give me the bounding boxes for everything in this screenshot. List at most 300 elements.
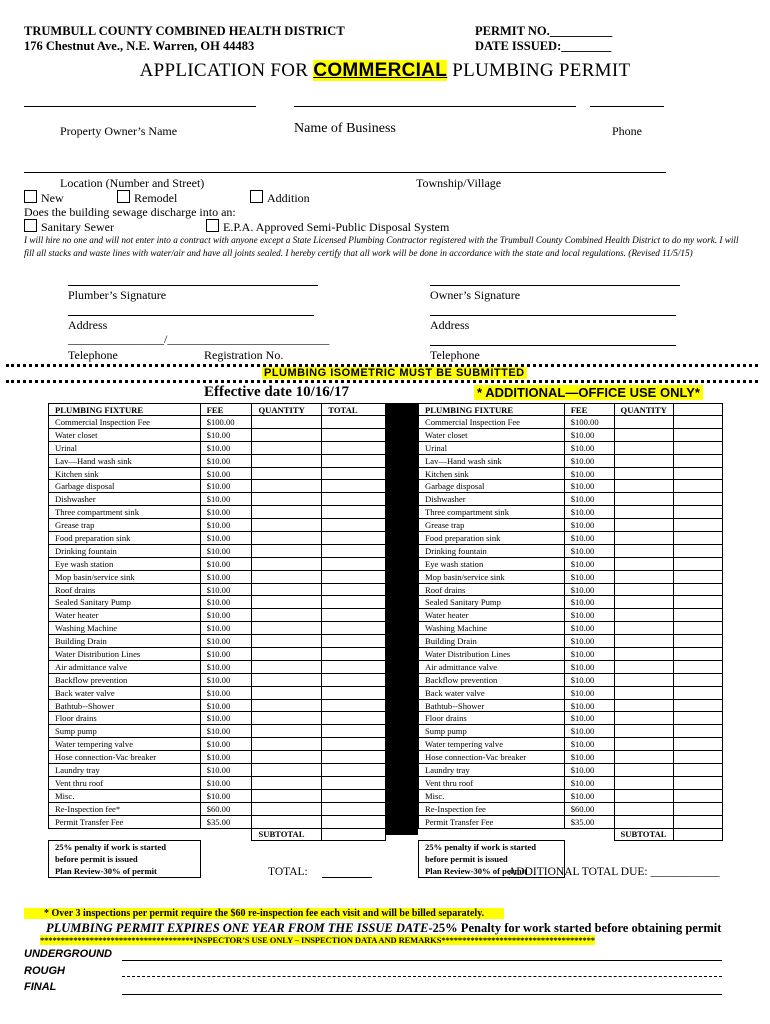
total-cell[interactable]: [322, 738, 386, 751]
owner-telephone-label: Telephone: [430, 348, 480, 362]
fixture-name: Drinking fountain: [49, 544, 201, 557]
total-cell[interactable]: [322, 416, 386, 429]
table-row: [419, 480, 723, 493]
quantity-cell[interactable]: [252, 712, 322, 725]
quantity-cell[interactable]: [252, 441, 322, 454]
fixture-name: Food preparation sink: [419, 532, 565, 545]
quantity-cell[interactable]: [614, 609, 674, 622]
extra-cell: [674, 454, 723, 467]
empty-cell: [200, 841, 252, 853]
addition-option[interactable]: [250, 190, 310, 206]
total-cell[interactable]: [322, 570, 386, 583]
quantity-cell[interactable]: [252, 622, 322, 635]
total-cell[interactable]: [322, 557, 386, 570]
quantity-cell[interactable]: [252, 454, 322, 467]
fixture-fee: $10.00: [200, 596, 252, 609]
fixture-name: Commercial Inspection Fee: [49, 416, 201, 429]
fixture-name: Washing Machine: [49, 622, 201, 635]
empty-cell: [200, 853, 252, 865]
quantity-cell[interactable]: [252, 751, 322, 764]
fixture-fee: $10.00: [564, 596, 614, 609]
owner-signature-label: Owner’s Signature: [430, 288, 521, 302]
fixture-fee: $10.00: [564, 660, 614, 673]
table-row: [419, 570, 723, 583]
fixture-name: Dishwasher: [49, 493, 201, 506]
penalty-text: Plan Review-30% of permit: [419, 865, 565, 877]
fixture-fee: $10.00: [564, 454, 614, 467]
fixture-name: Roof drains: [49, 583, 201, 596]
quantity-cell[interactable]: [252, 416, 322, 429]
quantity-cell[interactable]: [614, 519, 674, 532]
fixture-fee: $10.00: [200, 609, 252, 622]
fixture-name: Misc.: [419, 789, 565, 802]
table-row: [49, 751, 386, 764]
quantity-cell[interactable]: [614, 506, 674, 519]
penalty-row: [49, 841, 386, 853]
quantity-cell[interactable]: [614, 441, 674, 454]
new-option[interactable]: [24, 190, 64, 206]
fixture-fee: $10.00: [564, 712, 614, 725]
fixture-fee: $10.00: [200, 519, 252, 532]
addition-checkbox[interactable]: [250, 190, 263, 203]
col-total: TOTAL: [322, 404, 386, 416]
quantity-cell[interactable]: [252, 570, 322, 583]
quantity-cell[interactable]: [614, 480, 674, 493]
quantity-cell[interactable]: [614, 596, 674, 609]
permit-number[interactable]: PERMIT NO.__________: [475, 24, 613, 38]
fixture-fee: $10.00: [564, 776, 614, 789]
col-quantity: QUANTITY: [614, 404, 674, 416]
penalty-row: [419, 841, 723, 853]
fixture-name: Vent thru roof: [49, 776, 201, 789]
table-row: [419, 764, 723, 777]
extra-cell: [674, 583, 723, 596]
quantity-cell[interactable]: [614, 635, 674, 648]
fixture-fee: $100.00: [200, 416, 252, 429]
quantity-cell[interactable]: [252, 609, 322, 622]
quantity-cell[interactable]: [252, 764, 322, 777]
fixture-name: Floor drains: [419, 712, 565, 725]
underground-label: UNDERGROUND: [24, 948, 112, 960]
fixture-name: Backflow prevention: [49, 673, 201, 686]
empty-cell: [322, 865, 386, 877]
quantity-cell[interactable]: [252, 519, 322, 532]
table-row: [49, 802, 386, 815]
epa-option[interactable]: [206, 219, 449, 235]
empty-cell: [564, 828, 614, 841]
quantity-cell[interactable]: [614, 738, 674, 751]
fixture-fee: $10.00: [200, 493, 252, 506]
quantity-cell[interactable]: [252, 725, 322, 738]
fixture-name: Building Drain: [49, 635, 201, 648]
plumber-telephone-field[interactable]: ________________/___________________________: [68, 332, 330, 346]
table-row: [419, 596, 723, 609]
fixture-name: Lav—Hand wash sink: [419, 454, 565, 467]
fixture-name: Urinal: [419, 441, 565, 454]
total-cell[interactable]: [322, 789, 386, 802]
fixture-name: Laundry tray: [49, 764, 201, 777]
total-cell[interactable]: [322, 428, 386, 441]
total-cell[interactable]: [322, 532, 386, 545]
quantity-cell[interactable]: [614, 673, 674, 686]
fixture-name: Eye wash station: [419, 557, 565, 570]
table-row: [49, 738, 386, 751]
table-row: [49, 532, 386, 545]
township-label: Township/Village: [416, 176, 502, 190]
fixture-name: Washing Machine: [419, 622, 565, 635]
quantity-cell[interactable]: [614, 583, 674, 596]
total-cell[interactable]: [322, 622, 386, 635]
quantity-cell[interactable]: [614, 660, 674, 673]
fixture-fee: $10.00: [200, 673, 252, 686]
extra-cell: [674, 428, 723, 441]
sewer-option[interactable]: [24, 219, 114, 235]
total-cell[interactable]: [322, 544, 386, 557]
quantity-cell[interactable]: [614, 789, 674, 802]
owner-name-field[interactable]: [24, 106, 256, 107]
total-cell[interactable]: [322, 712, 386, 725]
fixture-name: Back water valve: [419, 686, 565, 699]
additional-total-due[interactable]: ADDITIONAL TOTAL DUE: ____________: [508, 866, 720, 878]
extra-cell: [674, 493, 723, 506]
table-row: [419, 428, 723, 441]
col-fixture: PLUMBING FIXTURE: [49, 404, 201, 416]
empty-cell: [674, 841, 723, 853]
extra-cell: [674, 416, 723, 429]
quantity-cell[interactable]: [614, 725, 674, 738]
fixture-name: Sealed Sanitary Pump: [419, 596, 565, 609]
table-row: [419, 467, 723, 480]
fixture-name: Laundry tray: [419, 764, 565, 777]
fixture-fee: $10.00: [564, 480, 614, 493]
fixture-fee: $10.00: [200, 712, 252, 725]
quantity-cell[interactable]: [614, 493, 674, 506]
fixture-fee: $10.00: [564, 532, 614, 545]
table-row: [419, 557, 723, 570]
extra-cell: [674, 570, 723, 583]
total-cell[interactable]: [322, 764, 386, 777]
quantity-cell[interactable]: [252, 480, 322, 493]
sewer-label: Sanitary Sewer: [41, 220, 114, 234]
epa-label: E.P.A. Approved Semi-Public Disposal System: [223, 220, 450, 234]
fixture-fee: $10.00: [564, 622, 614, 635]
quantity-cell[interactable]: [252, 493, 322, 506]
total-cell[interactable]: [322, 480, 386, 493]
quantity-cell[interactable]: [252, 815, 322, 828]
table-row: [419, 648, 723, 661]
fixture-fee: $10.00: [564, 557, 614, 570]
total-cell[interactable]: [322, 467, 386, 480]
table-row: [419, 686, 723, 699]
table-row: [49, 454, 386, 467]
table-row: [49, 570, 386, 583]
total-cell[interactable]: [322, 441, 386, 454]
fixture-name: Water heater: [419, 609, 565, 622]
subtotal-label: SUBTOTAL: [252, 828, 322, 841]
total-cell[interactable]: [322, 493, 386, 506]
fixture-fee: $10.00: [200, 583, 252, 596]
business-name-field[interactable]: [294, 106, 576, 107]
owner-signature-field[interactable]: [430, 285, 680, 286]
subtotal-field[interactable]: [322, 828, 386, 841]
total-label: TOTAL:: [268, 866, 308, 878]
quantity-cell[interactable]: [614, 699, 674, 712]
fixture-fee: $10.00: [200, 738, 252, 751]
quantity-cell[interactable]: [614, 454, 674, 467]
empty-cell: [252, 841, 322, 853]
table-row: [49, 789, 386, 802]
quantity-cell[interactable]: [614, 815, 674, 828]
rough-field[interactable]: [122, 976, 722, 977]
quantity-cell[interactable]: [614, 776, 674, 789]
plumber-signature-field[interactable]: [68, 285, 318, 286]
penalty-row: [49, 865, 386, 877]
extra-cell: [674, 622, 723, 635]
fixture-name: Water closet: [49, 428, 201, 441]
quantity-cell[interactable]: [252, 699, 322, 712]
fixture-name: Garbage disposal: [49, 480, 201, 493]
penalty-row: [419, 853, 723, 865]
fixture-name: Re-Inspection fee*: [49, 802, 201, 815]
quantity-cell[interactable]: [252, 660, 322, 673]
extra-cell: [674, 764, 723, 777]
quantity-cell[interactable]: [252, 789, 322, 802]
fixture-fee: $10.00: [200, 789, 252, 802]
fixture-name: Water heater: [49, 609, 201, 622]
owner-address-field[interactable]: [430, 315, 676, 316]
total-cell[interactable]: [322, 648, 386, 661]
total-cell[interactable]: [322, 506, 386, 519]
fixture-fee: $10.00: [564, 493, 614, 506]
col-fee: FEE: [200, 404, 252, 416]
fixture-fee: $10.00: [200, 660, 252, 673]
extra-cell: [674, 660, 723, 673]
table-row: [419, 815, 723, 828]
fixture-fee: $10.00: [200, 454, 252, 467]
fixture-fee: $10.00: [200, 506, 252, 519]
plumber-signature-label: Plumber’s Signature: [68, 288, 167, 302]
table-row: [49, 557, 386, 570]
fixture-fee: $10.00: [200, 557, 252, 570]
table-row: [49, 544, 386, 557]
remodel-option[interactable]: [117, 190, 177, 206]
table-row: [49, 467, 386, 480]
extra-cell: [674, 751, 723, 764]
quantity-cell[interactable]: [252, 428, 322, 441]
sewer-checkbox[interactable]: [24, 219, 37, 232]
quantity-cell[interactable]: [252, 544, 322, 557]
table-row: [419, 416, 723, 429]
plumber-address-field[interactable]: [68, 315, 314, 316]
quantity-cell[interactable]: [614, 648, 674, 661]
empty-cell: [614, 853, 674, 865]
total-cell[interactable]: [322, 751, 386, 764]
quantity-cell[interactable]: [614, 622, 674, 635]
table-row: [419, 506, 723, 519]
total-cell[interactable]: [322, 815, 386, 828]
org-name: TRUMBULL COUNTY COMBINED HEALTH DISTRICT: [24, 24, 345, 38]
fixture-name: Permit Transfer Fee: [49, 815, 201, 828]
quantity-cell[interactable]: [614, 570, 674, 583]
fixture-fee: $10.00: [564, 725, 614, 738]
total-cell[interactable]: [322, 725, 386, 738]
expiry-note-italic: PLUMBING PERMIT EXPIRES ONE YEAR FROM THE ISSUE DATE: [46, 921, 429, 935]
total-cell[interactable]: [322, 519, 386, 532]
subtotal-field[interactable]: [674, 828, 723, 841]
final-field[interactable]: [122, 994, 722, 995]
quantity-cell[interactable]: [252, 738, 322, 751]
quantity-cell[interactable]: [614, 428, 674, 441]
col-fee: FEE: [564, 404, 614, 416]
fixture-fee: $10.00: [564, 635, 614, 648]
quantity-cell[interactable]: [614, 686, 674, 699]
quantity-cell[interactable]: [252, 467, 322, 480]
fixture-fee: $10.00: [200, 751, 252, 764]
fixture-name: Water closet: [419, 428, 565, 441]
quantity-cell[interactable]: [252, 583, 322, 596]
effective-date: Effective date 10/16/17: [204, 384, 349, 400]
penalty-text: before permit is issued: [419, 853, 565, 865]
table-row: [419, 725, 723, 738]
fixture-fee: $60.00: [200, 802, 252, 815]
fixture-fee: $100.00: [564, 416, 614, 429]
quantity-cell[interactable]: [252, 635, 322, 648]
table-row: [49, 609, 386, 622]
quantity-cell[interactable]: [614, 751, 674, 764]
fixture-fee: $35.00: [200, 815, 252, 828]
fixture-name: Hose connection-Vac breaker: [419, 751, 565, 764]
quantity-cell[interactable]: [614, 467, 674, 480]
fixture-fee: $10.00: [564, 648, 614, 661]
epa-checkbox[interactable]: [206, 219, 219, 232]
fixture-name: Building Drain: [419, 635, 565, 648]
fixture-name: Permit Transfer Fee: [419, 815, 565, 828]
quantity-cell[interactable]: [614, 557, 674, 570]
fixture-name: Eye wash station: [49, 557, 201, 570]
quantity-cell[interactable]: [614, 416, 674, 429]
total-cell[interactable]: [322, 802, 386, 815]
new-checkbox[interactable]: [24, 190, 37, 203]
fixture-fee: $10.00: [200, 428, 252, 441]
fixture-name: Air admittance valve: [49, 660, 201, 673]
fixture-fee: $10.00: [200, 622, 252, 635]
registration-label: Registration No.: [204, 348, 284, 362]
total-cell[interactable]: [322, 609, 386, 622]
fixture-fee: $10.00: [564, 764, 614, 777]
total-cell[interactable]: [322, 583, 386, 596]
rough-label: ROUGH: [24, 965, 65, 977]
subtotal-label: SUBTOTAL: [614, 828, 674, 841]
expiry-note-penalty: -25% Penalty for work started before obtaining permit: [428, 921, 722, 935]
fixture-fee: $10.00: [564, 428, 614, 441]
extra-cell: [674, 506, 723, 519]
table-row: [49, 428, 386, 441]
fixture-fee: $35.00: [564, 815, 614, 828]
quantity-cell[interactable]: [252, 686, 322, 699]
quantity-cell[interactable]: [252, 596, 322, 609]
fixture-name: Dishwasher: [419, 493, 565, 506]
fixture-name: Sealed Sanitary Pump: [49, 596, 201, 609]
table-row: [49, 686, 386, 699]
remodel-checkbox[interactable]: [117, 190, 130, 203]
fixture-name: Re-Inspection fee: [419, 802, 565, 815]
location-field[interactable]: [24, 172, 666, 173]
extra-cell: [674, 532, 723, 545]
fixture-name: Water Distribution Lines: [419, 648, 565, 661]
col-quantity: QUANTITY: [252, 404, 322, 416]
fixture-name: Water tempering valve: [49, 738, 201, 751]
quantity-cell[interactable]: [252, 673, 322, 686]
table-row: [419, 622, 723, 635]
owner-telephone-field[interactable]: [430, 345, 676, 346]
quantity-cell[interactable]: [252, 506, 322, 519]
total-cell[interactable]: [322, 660, 386, 673]
date-issued[interactable]: DATE ISSUED:________: [475, 39, 612, 53]
total-cell[interactable]: [322, 454, 386, 467]
table-row: [49, 635, 386, 648]
remodel-label: Remodel: [134, 191, 178, 205]
penalty-text: before permit is issued: [49, 853, 201, 865]
extra-cell: [674, 596, 723, 609]
total-cell[interactable]: [322, 635, 386, 648]
fixture-name: Sump pump: [49, 725, 201, 738]
isometric-notice: PLUMBING ISOMETRIC MUST BE SUBMITTED: [264, 367, 525, 379]
underground-field[interactable]: [122, 960, 722, 961]
quantity-cell[interactable]: [252, 802, 322, 815]
inspector-banner: *************************************INSPECTOR’S USE ONLY – INSPECTION DATA AND REMARKS*************************************: [40, 935, 595, 945]
quantity-cell[interactable]: [252, 776, 322, 789]
extra-cell: [674, 699, 723, 712]
quantity-cell[interactable]: [614, 802, 674, 815]
table-row: [49, 622, 386, 635]
quantity-cell[interactable]: [252, 532, 322, 545]
table-row: [419, 609, 723, 622]
title-highlight: COMMERCIAL: [313, 60, 448, 81]
phone-field[interactable]: [590, 106, 664, 107]
fixture-fee: $10.00: [200, 699, 252, 712]
fixture-name: Commercial Inspection Fee: [419, 416, 565, 429]
total-cell[interactable]: [322, 686, 386, 699]
total-cell[interactable]: [322, 596, 386, 609]
table-header: [419, 404, 723, 416]
total-cell[interactable]: [322, 699, 386, 712]
quantity-cell[interactable]: [614, 532, 674, 545]
total-cell[interactable]: [322, 673, 386, 686]
table-row: [49, 776, 386, 789]
table-row: [49, 699, 386, 712]
fixture-name: Roof drains: [419, 583, 565, 596]
quantity-cell[interactable]: [614, 712, 674, 725]
quantity-cell[interactable]: [252, 557, 322, 570]
location-label: Location (Number and Street): [60, 176, 205, 190]
table-row: [419, 802, 723, 815]
table-row: [419, 454, 723, 467]
table-row: [419, 493, 723, 506]
fixture-fee: $60.00: [564, 802, 614, 815]
table-row: [49, 660, 386, 673]
owner-address-label: Address: [430, 318, 470, 332]
table-row: [419, 583, 723, 596]
total-cell[interactable]: [322, 776, 386, 789]
empty-cell: [252, 853, 322, 865]
quantity-cell[interactable]: [252, 648, 322, 661]
total-field[interactable]: [322, 877, 372, 878]
table-row: [49, 815, 386, 828]
quantity-cell[interactable]: [614, 764, 674, 777]
table-row: [49, 648, 386, 661]
quantity-cell[interactable]: [614, 544, 674, 557]
fixture-fee: $10.00: [564, 673, 614, 686]
